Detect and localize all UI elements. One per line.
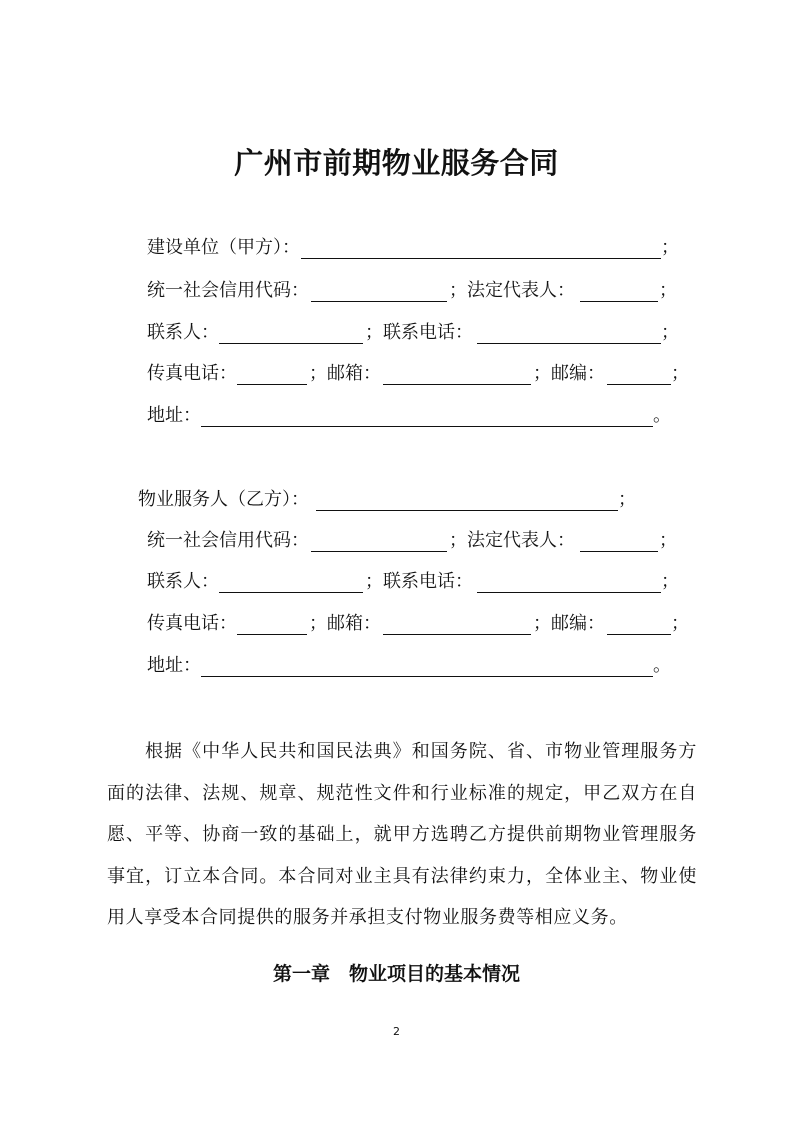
party-b-address-field[interactable] — [201, 676, 653, 677]
party-b-contact-end: ； — [365, 571, 383, 592]
party-b-credit-row — [147, 526, 677, 556]
party-a-credit-code-end: ； — [449, 280, 467, 301]
party-a-credit-code-field[interactable] — [311, 301, 447, 302]
party-b-legal-rep-field[interactable] — [580, 551, 658, 552]
party-a-postcode-end: ； — [671, 363, 689, 384]
party-a-fax-end: ； — [309, 363, 327, 384]
party-b-fax-label: 传真电话： — [147, 613, 237, 634]
party-b-contact-field[interactable] — [219, 592, 363, 593]
party-a-fax-label: 传真电话： — [147, 363, 237, 384]
party-b-contact-row — [147, 567, 677, 597]
preamble-paragraph — [107, 731, 697, 939]
party-b-legal-rep-label: 法定代表人： — [467, 530, 575, 551]
party-a-contact-label: 联系人： — [147, 322, 219, 343]
party-b-contact-label: 联系人： — [147, 571, 219, 592]
party-a-address-row — [147, 401, 677, 431]
party-a-contact-end: ； — [365, 322, 383, 343]
party-a-fax-field[interactable] — [237, 384, 307, 385]
party-a-legal-rep-label: 法定代表人： — [467, 280, 575, 301]
party-b-postcode-field[interactable] — [607, 634, 671, 635]
party-a-phone-label: 联系电话： — [383, 322, 473, 343]
party-b-address-label: 地址： — [147, 655, 201, 676]
party-a-credit-code-label: 统一社会信用代码： — [147, 280, 309, 301]
party-a-legal-rep-end: ； — [659, 280, 677, 301]
party-b-email-field[interactable] — [383, 634, 531, 635]
party-b-phone-field[interactable] — [477, 592, 661, 593]
party-b-fax-field[interactable] — [237, 634, 307, 635]
party-b-phone-end: ； — [661, 571, 679, 592]
party-b-credit-code-label: 统一社会信用代码： — [147, 530, 309, 551]
party-a-postcode-label: 邮编： — [551, 363, 605, 384]
party-b-credit-code-end: ； — [449, 530, 467, 551]
party-a-legal-rep-field[interactable] — [580, 301, 658, 302]
party-a-contact-field[interactable] — [219, 343, 363, 344]
party-b-email-label: 邮箱： — [327, 613, 381, 634]
party-a-phone-field[interactable] — [477, 343, 661, 344]
party-a-fax-row — [147, 359, 689, 389]
party-a-name-field[interactable] — [301, 258, 661, 259]
party-b-legal-rep-end: ； — [659, 530, 677, 551]
party-b-name-end: ； — [618, 489, 636, 510]
party-a-email-field[interactable] — [383, 384, 531, 385]
party-b-postcode-end: ； — [671, 613, 689, 634]
party-a-name-label: 建设单位（甲方）： — [147, 237, 300, 258]
party-b-credit-code-field[interactable] — [311, 551, 447, 552]
party-b-phone-label: 联系电话： — [383, 571, 473, 592]
chapter-heading: 第一章 物业项目的基本情况 — [272, 963, 520, 985]
party-a-credit-row — [147, 276, 677, 306]
party-a-email-label: 邮箱： — [327, 363, 381, 384]
party-a-address-field[interactable] — [201, 426, 653, 427]
party-b-name-field[interactable] — [316, 510, 618, 511]
party-b-name-row — [138, 485, 678, 515]
party-a-email-end: ； — [533, 363, 551, 384]
party-a-address-label: 地址： — [147, 405, 201, 426]
document-title: 广州市前期物业服务合同 — [234, 146, 559, 180]
party-b-name-label: 物业服务人（乙方）： — [138, 489, 309, 510]
party-a-phone-end: ； — [661, 322, 679, 343]
party-b-email-end: ； — [533, 613, 551, 634]
party-a-name-end: ； — [661, 237, 679, 258]
party-b-fax-row — [147, 609, 689, 639]
party-a-postcode-field[interactable] — [607, 384, 671, 385]
page-number: 2 — [393, 1025, 400, 1038]
preamble-text: 根据《中华人民共和国民法典》和国务院、省、市物业管理服务方面的法律、法规、规章、规范性文件和行业标准的规定，甲乙双方在自愿、平等、协商一致的基础上，就甲方选聘乙方提供前期物业管理服务事宜，订立本合同。本合同对业主具有法律约束力，全体业主、物业使用人享受本合同提供的服务并承担支付物业服务费等相应义务。 — [107, 741, 697, 928]
party-b-address-row — [147, 651, 677, 681]
party-a-contact-row — [147, 318, 677, 348]
party-b-fax-end: ； — [309, 613, 327, 634]
party-b-address-end: 。 — [653, 655, 671, 676]
party-a-address-end: 。 — [653, 405, 671, 426]
party-b-postcode-label: 邮编： — [551, 613, 605, 634]
party-a-name-row — [147, 233, 677, 263]
